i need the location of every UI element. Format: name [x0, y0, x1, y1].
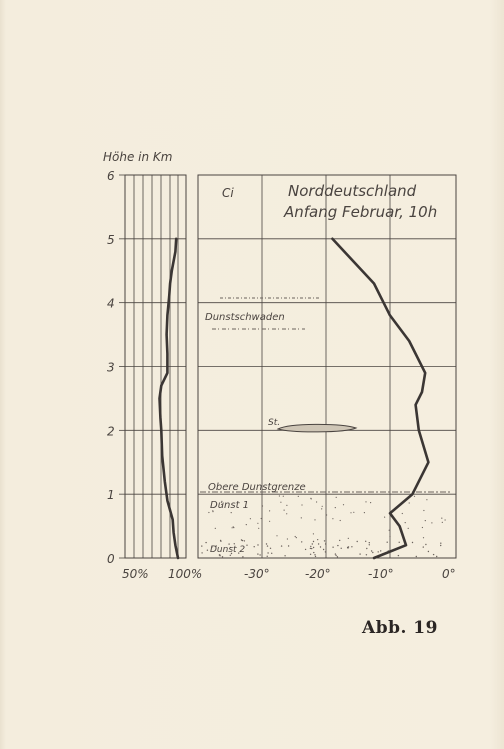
haze-dot [431, 522, 432, 523]
stratus-cloud [278, 424, 356, 432]
haze-dot [423, 546, 424, 547]
haze-dot [201, 545, 202, 546]
haze-dot [250, 518, 251, 519]
haze-dot [259, 554, 260, 555]
haze-dot [233, 526, 234, 527]
haze-dot [231, 512, 232, 513]
haze-dot [337, 545, 338, 546]
haze-dot [246, 524, 247, 525]
haze-dot [324, 540, 325, 541]
dunst1-label: Dunst 1 [210, 500, 250, 511]
haze-dot [280, 502, 281, 503]
haze-dot [281, 545, 282, 546]
height-tick-label-6: 6 [107, 169, 115, 183]
figure-label: Abb. 19 [362, 618, 438, 638]
haze-dot [405, 522, 406, 523]
haze-dot [384, 517, 385, 518]
haze-dot [387, 542, 388, 543]
haze-dot [257, 553, 258, 554]
haze-dot [366, 554, 367, 555]
haze-dot [313, 533, 314, 534]
y-axis-label: Höhe in Km [103, 150, 173, 164]
haze-dot [313, 552, 314, 553]
haze-dot [205, 542, 206, 543]
haze-dot [220, 541, 221, 542]
haze-dot [320, 546, 321, 547]
haze-dot [286, 513, 287, 514]
humidity-curve [160, 239, 179, 558]
chart-subtitle: Anfang Februar, 10h [284, 203, 438, 221]
haze-dot [428, 551, 429, 552]
x-tick-50: 50% [122, 567, 149, 581]
haze-dot [279, 495, 280, 496]
haze-dot [262, 505, 263, 506]
haze-dot [266, 543, 267, 544]
height-tick-label-2: 2 [107, 424, 115, 439]
haze-dot [254, 546, 255, 547]
haze-dot [326, 514, 327, 515]
haze-dot [298, 496, 299, 497]
height-tick-label-3: 3 [107, 360, 115, 375]
haze-dot [296, 537, 297, 538]
haze-dot [399, 542, 400, 543]
temperature-panel [198, 175, 456, 581]
haze-dot [357, 541, 358, 542]
haze-dot [215, 528, 216, 529]
cirrus-label: Ci [222, 186, 234, 200]
haze-dot [347, 547, 348, 548]
haze-dot [323, 549, 324, 550]
haze-dot [283, 496, 284, 497]
haze-dot [365, 501, 366, 502]
haze-dot [310, 548, 311, 549]
haze-dot [409, 502, 410, 503]
haze-dot [378, 551, 379, 552]
haze-dot [313, 541, 314, 542]
haze-dot [348, 538, 349, 539]
haze-dot [232, 527, 233, 528]
haze-dot [267, 552, 268, 553]
haze-dot [335, 507, 336, 508]
height-tick-label-4: 4 [107, 296, 115, 311]
haze-dot [286, 505, 287, 506]
temperature-curve-group [332, 239, 428, 558]
haze-dot [426, 499, 427, 500]
haze-dot [305, 549, 306, 550]
haze-dot [414, 496, 415, 497]
haze-dot [257, 544, 258, 545]
haze-dot [313, 547, 314, 548]
humidity-panel [103, 150, 202, 581]
haze-dot [402, 513, 403, 514]
haze-dot [316, 501, 317, 502]
x-tick-minus10: -10° [368, 567, 394, 581]
haze-dot [222, 556, 223, 557]
haze-dot [267, 545, 268, 546]
haze-dot [257, 523, 258, 524]
humidity-curve-group [159, 239, 178, 558]
haze-dot [350, 512, 351, 513]
obere-dunstgrenze-label: Obere Dunstgrenze [208, 482, 306, 493]
haze-dot [325, 551, 326, 552]
haze-dot [425, 544, 426, 545]
haze-dot [336, 497, 337, 498]
haze-dot [322, 506, 323, 507]
height-ticks [107, 169, 125, 566]
haze-dot [445, 519, 446, 520]
haze-dot [269, 510, 270, 511]
haze-dot [425, 520, 426, 521]
haze-dot [295, 536, 296, 537]
haze-dot [318, 543, 319, 544]
haze-dot [270, 548, 271, 549]
haze-dot [416, 556, 417, 557]
haze-dot [412, 542, 413, 543]
temperature-curve [332, 239, 428, 558]
haze-dot [258, 528, 259, 529]
haze-dot [314, 519, 315, 520]
humidity-grid [125, 175, 186, 558]
haze-dot [321, 508, 322, 509]
haze-dot [208, 512, 209, 513]
haze-dot [359, 553, 360, 554]
haze-dot [325, 543, 326, 544]
haze-dot [284, 510, 285, 511]
haze-dot [398, 555, 399, 556]
haze-dot [337, 556, 338, 557]
haze-dot [315, 556, 316, 557]
haze-dot [389, 536, 390, 537]
haze-dot [207, 550, 208, 551]
haze-dot [288, 545, 289, 546]
haze-dot [365, 541, 366, 542]
haze-dot [310, 554, 311, 555]
haze-dot [310, 546, 311, 547]
x-tick-minus30: -30° [244, 567, 270, 581]
dunstschwaden-label: Dunstschwaden [205, 312, 285, 323]
haze-dot [371, 550, 372, 551]
haze-dot [340, 520, 341, 521]
haze-dot [335, 553, 336, 554]
haze-dot [440, 543, 441, 544]
haze-dot [301, 541, 302, 542]
haze-dot [287, 538, 288, 539]
x-tick-100: 100% [168, 567, 203, 581]
haze-dot [271, 553, 272, 554]
haze-dot [267, 556, 268, 557]
haze-dot [332, 547, 333, 548]
haze-dot [436, 556, 437, 557]
haze-dot [339, 540, 340, 541]
haze-dot [423, 510, 424, 511]
haze-dot [423, 537, 424, 538]
haze-dot [301, 517, 302, 518]
haze-dot [441, 518, 442, 519]
haze-dot [442, 522, 443, 523]
x-tick-minus20: -20° [305, 567, 331, 581]
haze-dot [314, 554, 315, 555]
haze-dot [369, 544, 370, 545]
haze-dot [351, 546, 352, 547]
haze-dot [408, 528, 409, 529]
haze-dot [335, 555, 336, 556]
haze-dot [389, 530, 390, 531]
haze-dot [440, 545, 441, 546]
x-tick-0: 0° [442, 567, 456, 581]
stratus-label: St. [268, 418, 281, 428]
haze-dot [332, 518, 333, 519]
haze-dot [433, 554, 434, 555]
haze-dot [201, 552, 202, 553]
haze-dot [246, 545, 247, 546]
height-tick-label-1: 1 [107, 488, 115, 503]
haze-dot [366, 548, 367, 549]
haze-dot [241, 539, 242, 540]
haze-dot [244, 540, 245, 541]
haze-dot [343, 504, 344, 505]
height-tick-label-0: 0 [107, 552, 115, 566]
haze-dot [269, 521, 270, 522]
haze-dot [353, 512, 354, 513]
haze-dot [312, 543, 313, 544]
haze-dot [311, 498, 312, 499]
haze-dot [372, 552, 373, 553]
haze-dot [422, 527, 423, 528]
haze-dot [380, 550, 381, 551]
chart-title: Norddeutschland [288, 182, 417, 200]
height-tick-label-5: 5 [107, 232, 115, 247]
haze-dot [276, 535, 277, 536]
dunst2-label: Dunst 2 [210, 545, 246, 555]
haze-dot [242, 556, 243, 557]
haze-dot [311, 548, 312, 549]
haze-dot [301, 504, 302, 505]
haze-dot [369, 542, 370, 543]
haze-dot [364, 512, 365, 513]
haze-dot [341, 548, 342, 549]
haze-dot [261, 518, 262, 519]
haze-dot [370, 502, 371, 503]
haze-dot [317, 539, 318, 540]
haze-dot [284, 555, 285, 556]
